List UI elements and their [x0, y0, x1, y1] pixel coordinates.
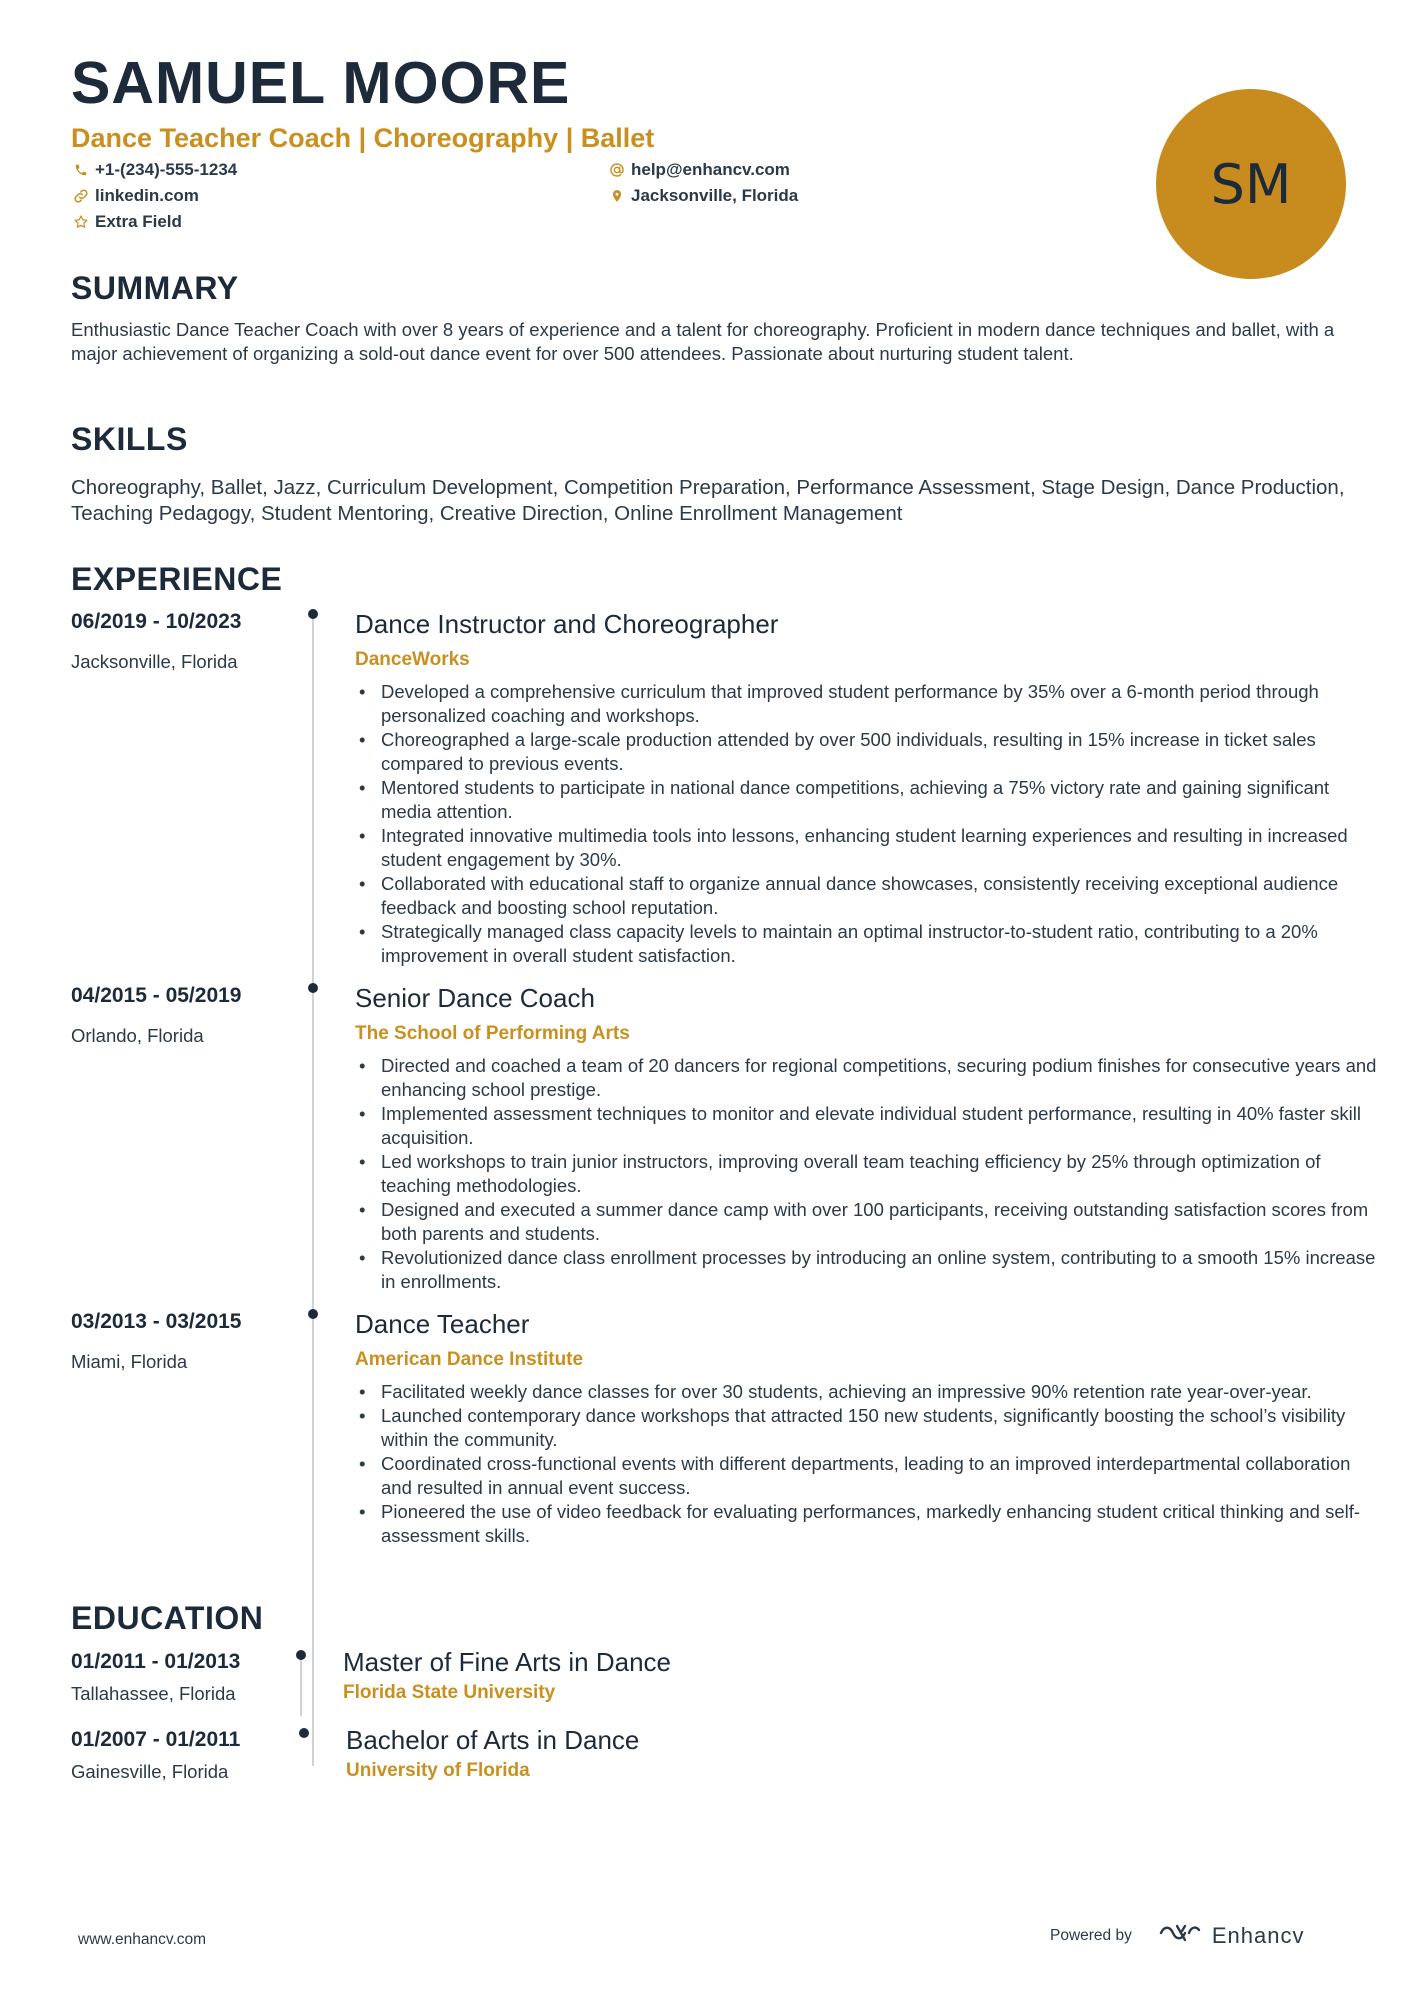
phone-icon: [71, 160, 91, 180]
at-icon: [607, 160, 627, 180]
list-item: • Directed and coached a team of 20 dancers for regional competitions, securing podium finishes for consecutive years and enhancing school prestige.: [381, 1054, 1381, 1102]
timeline-dot: [299, 1728, 309, 1738]
list-item: • Launched contemporary dance workshops that attracted 150 new students, significantly boosting the school’s visibility within the community.: [381, 1404, 1381, 1452]
degree-title: Master of Fine Arts in Dance: [343, 1647, 672, 1677]
skills-title: SKILLS: [71, 421, 188, 457]
job-location: Miami, Florida: [71, 1351, 188, 1372]
company-name: DanceWorks: [355, 649, 470, 670]
list-item: • Facilitated weekly dance classes for over 30 students, achieving an impressive 90% retention rate year-over-year.: [381, 1380, 1381, 1404]
summary-title: SUMMARY: [71, 270, 239, 306]
job-title: Dance Teacher: [355, 1309, 530, 1339]
list-item: • Revolutionized dance class enrollment processes by introducing an online system, contributing to a smooth 15% increase in enrollments.: [381, 1246, 1381, 1294]
experience-title: EXPERIENCE: [71, 561, 283, 597]
link-icon: [71, 186, 91, 206]
company-name: American Dance Institute: [355, 1349, 584, 1370]
contact-location: [607, 186, 798, 206]
list-item: • Strategically managed class capacity levels to maintain an optimal instructor-to-student ratio, contributing to a 20% improvement in overall student satisfaction.: [381, 920, 1381, 968]
timeline-dot: [308, 1309, 318, 1319]
list-item: • Integrated innovative multimedia tools into lessons, enhancing student learning experiences and resulting in increased student engagement by 30%.: [381, 824, 1381, 872]
list-item: • Choreographed a large-scale production attended by over 500 individuals, resulting in 15% increase in ticket sales compared to previous events.: [381, 728, 1381, 776]
list-item: • Developed a comprehensive curriculum that improved student performance by 35% over a 6-month period through personalized coaching and workshops.: [381, 680, 1381, 728]
location-text: Jacksonville, Florida: [631, 186, 799, 205]
job-dates: 06/2019 - 10/2023: [71, 610, 242, 633]
extra-field-text: Extra Field: [95, 212, 182, 231]
job-bullets: [355, 1054, 1381, 1294]
footer-website[interactable]: www.enhancv.com: [78, 1931, 207, 1948]
list-item: • Designed and executed a summer dance camp with over 100 participants, receiving outstanding satisfaction scores from both parents and students.: [381, 1198, 1381, 1246]
school-name: University of Florida: [346, 1760, 530, 1781]
contact-extra: [71, 212, 182, 232]
footer-branding: [1050, 1920, 1304, 1951]
experience-timeline: [312, 614, 314, 1766]
education-title: EDUCATION: [71, 1600, 264, 1636]
education-dates: 01/2007 - 01/2011: [71, 1728, 241, 1751]
job-title: Senior Dance Coach: [355, 983, 595, 1013]
list-item: • Collaborated with educational staff to organize annual dance showcases, consistently receiving exceptional audience feedback and boosting school reputation.: [381, 872, 1381, 920]
avatar: [1156, 89, 1346, 279]
job-dates: 04/2015 - 05/2019: [71, 984, 242, 1007]
list-item: • Pioneered the use of video feedback for evaluating performances, markedly enhancing student critical thinking and self-assessment skills.: [381, 1500, 1381, 1548]
candidate-name: SAMUEL MOORE: [71, 50, 571, 116]
list-item: • Led workshops to train junior instructors, improving overall team teaching efficiency by 25% through optimization of teaching methodologies.: [381, 1150, 1381, 1198]
job-title: Dance Instructor and Choreographer: [355, 609, 779, 639]
list-item: • Implemented assessment techniques to monitor and elevate individual student performance, resulting in 40% faster skill acquisition.: [381, 1102, 1381, 1150]
email-text: help@enhancv.com: [631, 160, 790, 179]
education-dates: 01/2011 - 01/2013: [71, 1650, 241, 1673]
job-location: Orlando, Florida: [71, 1025, 204, 1046]
enhancv-logo-icon: [1158, 1920, 1204, 1951]
avatar-initials: SM: [1210, 152, 1292, 216]
headline: Dance Teacher Coach | Choreography | Ballet: [71, 123, 655, 153]
powered-by-label: Powered by: [1050, 1926, 1132, 1944]
list-item: • Mentored students to participate in national dance competitions, achieving a 75% victory rate and gaining significant media attention.: [381, 776, 1381, 824]
location-pin-icon: [607, 186, 627, 206]
contact-info: [71, 160, 1091, 238]
school-name: Florida State University: [343, 1682, 556, 1703]
job-bullets: [355, 680, 1381, 968]
summary-text: Enthusiastic Dance Teacher Coach with over 8 years of experience and a talent for choreography. Proficient in modern dance techniques and ballet, with a major achievement of organizing a sold-out dance event for over 500 attendees. Passionate about nurturing student talent.: [71, 319, 1335, 364]
job-dates: 03/2013 - 03/2015: [71, 1310, 242, 1333]
skills-text: Choreography, Ballet, Jazz, Curriculum Development, Competition Preparation, Performance Assessment, Stage Design, Dance Production, Teaching Pedagogy, Student Mentoring, Creative Direction, Online Enrollment Management: [71, 476, 1345, 525]
list-item: • Coordinated cross-functional events with different departments, leading to an improved interdepartmental collaboration and resulted in annual event success.: [381, 1452, 1381, 1500]
phone-text: +1-(234)-555-1234: [95, 160, 238, 179]
timeline-dot: [296, 1650, 306, 1660]
degree-title: Bachelor of Arts in Dance: [346, 1725, 640, 1755]
company-name: The School of Performing Arts: [355, 1023, 630, 1044]
contact-linkedin[interactable]: [71, 186, 199, 206]
job-location: Jacksonville, Florida: [71, 651, 238, 672]
contact-email[interactable]: [607, 160, 790, 180]
brand-name: Enhancv: [1211, 1922, 1305, 1948]
timeline-dot: [308, 983, 318, 993]
education-location: Tallahassee, Florida: [71, 1683, 236, 1704]
education-location: Gainesville, Florida: [71, 1761, 229, 1782]
job-bullets: [355, 1380, 1381, 1548]
education-timeline: [300, 1656, 302, 1716]
linkedin-text: linkedin.com: [95, 186, 199, 205]
contact-phone[interactable]: [71, 160, 237, 180]
timeline-dot: [308, 609, 318, 619]
star-icon: [71, 212, 91, 232]
